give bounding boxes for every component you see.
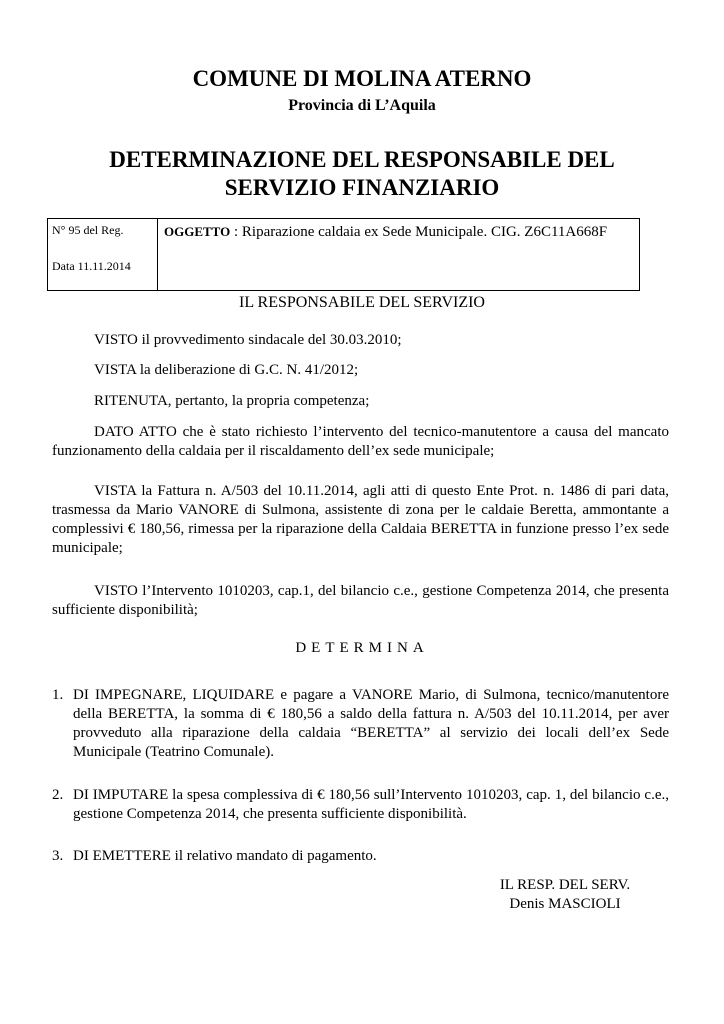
list-item-number: 2. [52, 787, 64, 803]
list-item [52, 786, 669, 824]
registry-number: N° 95 del Reg. [52, 223, 124, 237]
subject-label: OGGETTO [164, 224, 231, 239]
document-title-line1: DETERMINAZIONE DEL RESPONSABILE DEL [109, 147, 615, 172]
subject-cell [158, 219, 639, 290]
list-item [52, 847, 669, 866]
list-item-number: 1. [52, 687, 64, 703]
document-title [0, 146, 724, 202]
list-item-number: 3. [52, 848, 64, 864]
list-item-text: DI IMPEGNARE, LIQUIDARE e pagare a VANORE Mario, di Sulmona, tecnico/manutentore della BERETTA, la somma di € 180,56 a saldo della fattura n. A/503 del 10.11.2014, per aver provveduto alla riparazione della caldaia “BERETTA” al servizio dei locali dell’ex Sede Municipale (Teatrino Comunale). [73, 687, 669, 760]
paragraph-visto-provvedimento: VISTO il provvedimento sindacale del 30.03.2010; [94, 332, 402, 348]
province-subtitle: Provincia di L’Aquila [288, 97, 436, 114]
subject-separator: : [230, 224, 242, 240]
list-item-text: DI EMETTERE il relativo mandato di pagamento. [73, 848, 377, 864]
municipality-title: COMUNE DI MOLINA ATERNO [192, 66, 532, 91]
paragraph-vista-fattura: VISTA la Fattura n. A/503 del 10.11.2014, agli atti di questo Ente Prot. n. 1486 di pari data, trasmessa da Mario VANORE di Sulmona, assistente di zona per le caldaie Beretta, ammontante a complessivi € 180,56, rimessa per la riparazione della Caldaia BERETTA in funzione presso l’ex sede municipale; [52, 483, 669, 556]
signature-name: Denis MASCIOLI [509, 896, 621, 912]
reference-box [47, 218, 640, 291]
document-title-line2: SERVIZIO FINANZIARIO [224, 175, 500, 200]
registry-date: Data 11.11.2014 [52, 259, 131, 273]
registry-cell [48, 219, 158, 290]
section-title: IL RESPONSABILE DEL SERVIZIO [239, 294, 485, 311]
list-item-text: DI IMPUTARE la spesa complessiva di € 180,56 sull’Intervento 1010203, cap. 1, del bilancio c.e., gestione Competenza 2014, che presenta sufficiente disponibilità. [73, 787, 669, 822]
paragraph-ritenuta: RITENUTA, pertanto, la propria competenza; [94, 393, 370, 409]
subject-text: Riparazione caldaia ex Sede Municipale. CIG. Z6C11A668F [241, 224, 608, 240]
paragraph-vista-deliberazione: VISTA la deliberazione di G.C. N. 41/2012; [94, 362, 359, 378]
determina-heading: DETERMINA [295, 640, 429, 656]
list-item [52, 686, 669, 762]
paragraph-visto-intervento: VISTO l’Intervento 1010203, cap.1, del bilancio c.e., gestione Competenza 2014, che presenta sufficiente disponibilità; [52, 583, 669, 618]
signature-role: IL RESP. DEL SERV. [499, 877, 631, 893]
paragraph-dato-atto: DATO ATTO che è stato richiesto l’intervento del tecnico-manutentore a causa del mancato funzionamento della caldaia per il riscaldamento dell’ex sede municipale; [52, 424, 669, 459]
